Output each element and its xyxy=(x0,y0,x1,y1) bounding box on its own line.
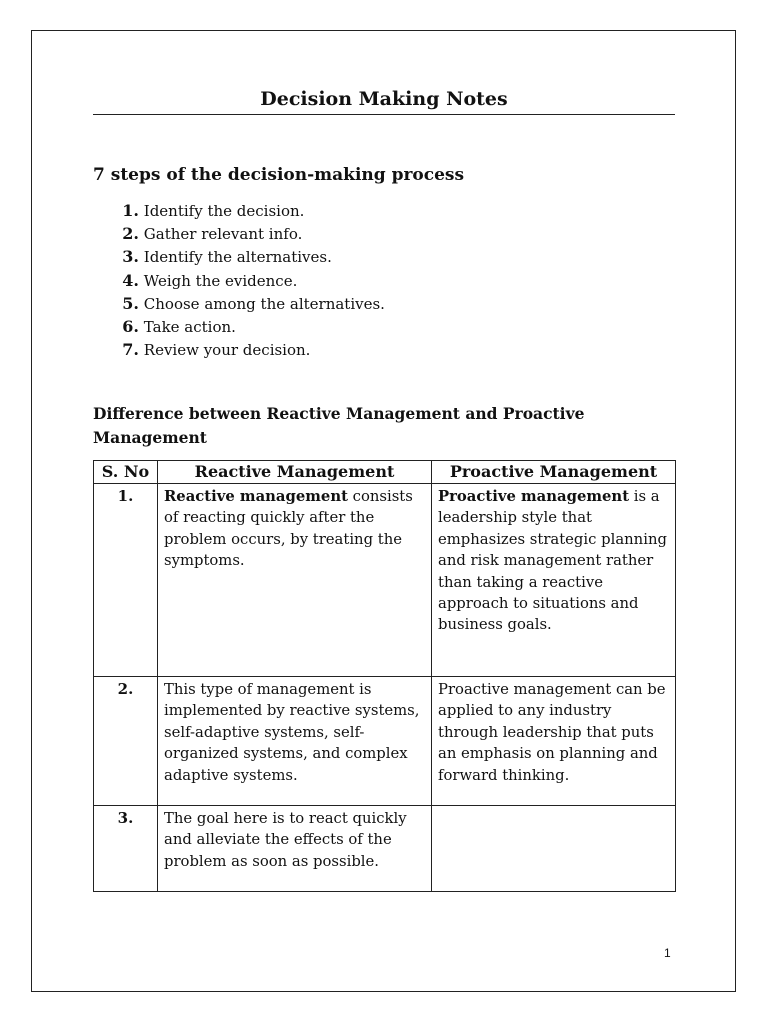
step-item xyxy=(93,338,385,361)
table-row xyxy=(94,806,676,892)
step-item xyxy=(93,245,385,268)
step-item xyxy=(93,292,385,315)
step-text: Identify the alternatives. xyxy=(143,248,332,267)
step-text: Take action. xyxy=(143,317,236,336)
cell-sno: 2. xyxy=(94,677,158,806)
table-header-row xyxy=(94,461,676,484)
cell-text: is a leadership style that emphasizes strategic planning and risk management rather than taking a reactive approach to situations and business goals. xyxy=(438,488,667,634)
steps-heading: 7 steps of the decision-making process xyxy=(93,165,465,185)
steps-list xyxy=(93,199,385,361)
cell-reactive xyxy=(158,677,432,806)
comparison-table xyxy=(93,460,676,892)
step-text: Choose among the alternatives. xyxy=(143,294,385,313)
step-text: Review your decision. xyxy=(143,341,311,360)
step-number: 1. xyxy=(122,201,139,220)
step-number: 3. xyxy=(122,247,139,267)
step-text: Identify the decision. xyxy=(143,202,305,220)
cell-lead: Reactive management xyxy=(164,488,348,505)
cell-text: This type of management is implemented by reactive systems, self-adaptive systems, self-organized systems, and complex adaptive systems. xyxy=(164,681,420,784)
step-text: Gather relevant info. xyxy=(143,225,303,244)
step-item xyxy=(93,199,385,222)
table-row xyxy=(94,677,676,806)
step-text: Weigh the evidence. xyxy=(143,271,298,290)
cell-proactive xyxy=(432,677,676,806)
cell-sno: 1. xyxy=(94,484,158,677)
step-number: 5. xyxy=(122,293,139,313)
cell-sno: 3. xyxy=(94,806,158,892)
difference-heading: Difference between Reactive Management and Proactive Management xyxy=(93,404,585,447)
cell-lead: Proactive management xyxy=(438,488,630,505)
cell-reactive xyxy=(158,806,432,892)
header-sno: S. No xyxy=(94,461,158,484)
header-reactive: Reactive Management xyxy=(158,461,432,484)
cell-text: consists of reacting quickly after the problem occurs, by treating the symptoms. xyxy=(164,488,413,570)
step-item xyxy=(93,269,385,292)
cell-proactive xyxy=(432,806,676,892)
cell-proactive xyxy=(432,484,676,677)
title-underline xyxy=(93,114,675,115)
header-proactive: Proactive Management xyxy=(432,461,676,484)
step-item xyxy=(93,315,385,338)
step-number: 7. xyxy=(122,340,139,360)
step-number: 2. xyxy=(122,224,139,244)
cell-text: The goal here is to react quickly and alleviate the effects of the problem as soon as possible. xyxy=(164,810,407,870)
cell-reactive xyxy=(158,484,432,677)
page-number: 1 xyxy=(664,946,671,960)
step-number: 4. xyxy=(122,270,139,290)
page-title: Decision Making Notes xyxy=(260,88,508,110)
step-item xyxy=(93,222,385,245)
table-row xyxy=(94,484,676,677)
step-number: 6. xyxy=(122,316,139,336)
cell-text: Proactive management can be applied to any industry through leadership that puts an emphasis on planning and forward thinking. xyxy=(438,681,666,784)
